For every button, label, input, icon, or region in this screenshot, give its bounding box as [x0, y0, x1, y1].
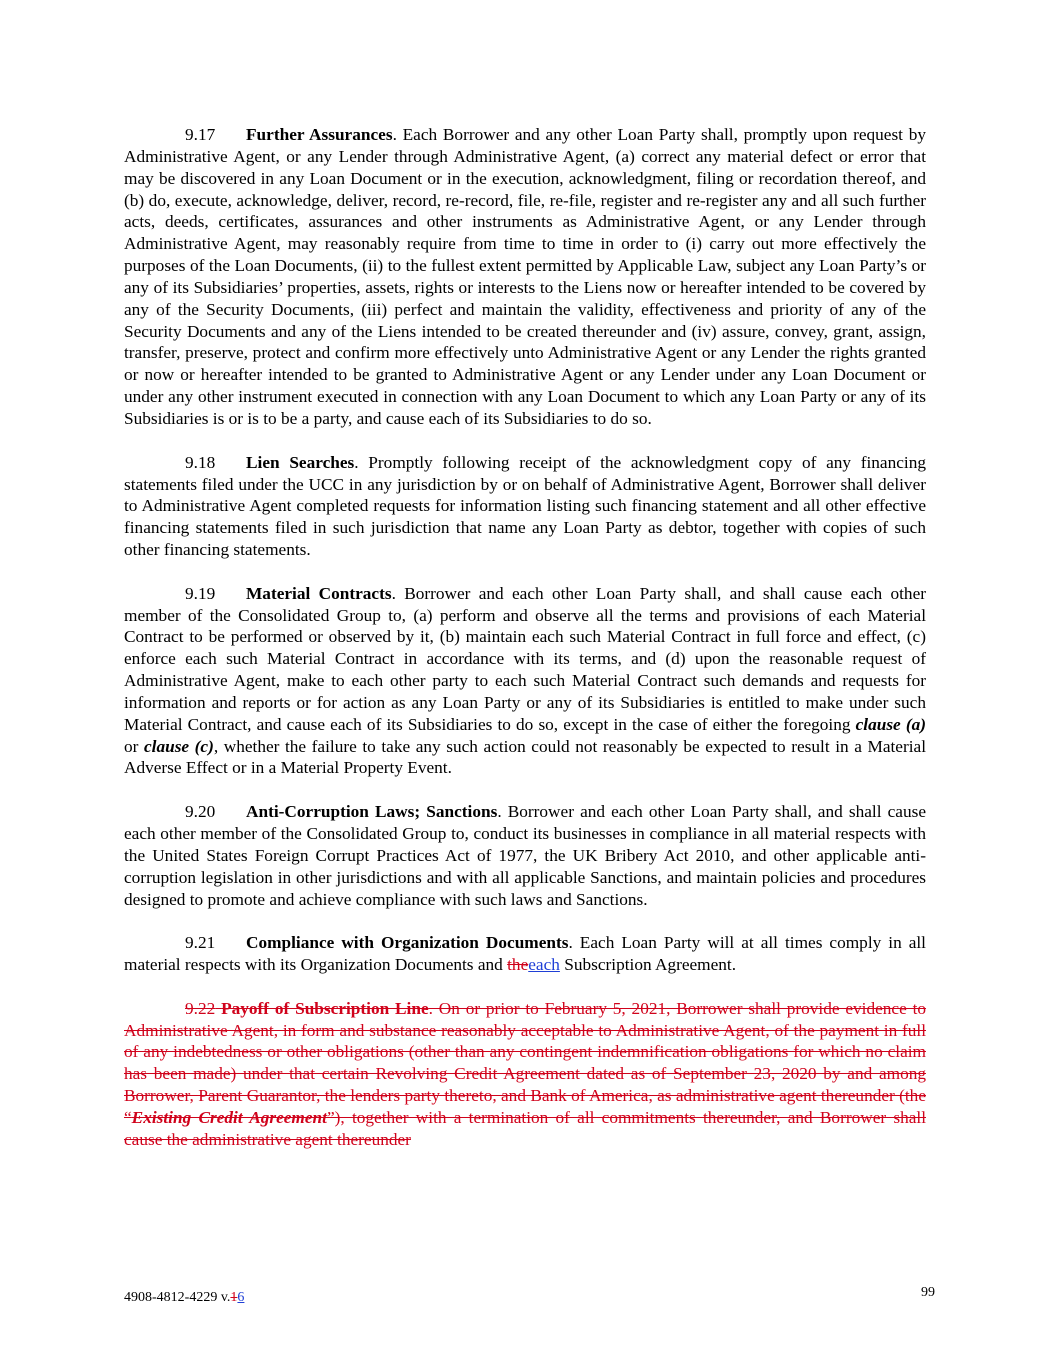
section-title: Anti-Corruption Laws; Sanctions [246, 802, 498, 822]
section-9-22-deleted [124, 998, 926, 1151]
section-9-19 [124, 583, 926, 780]
section-number: 9.21 [185, 933, 216, 953]
section-9-21 [124, 932, 926, 976]
section-title: Material Contracts [246, 583, 392, 603]
document-body [124, 124, 926, 1173]
section-title: Compliance with Organization Documents [246, 933, 569, 953]
section-text: . Each Borrower and any other Loan Party shall, promptly upon request by Administrative Agent, or any Lender through Administrative Agent, (a) correct any material defect or error that may be discovered in any Loan Document or in the execution, acknowledgment, filing or recordation thereof, and (b) do, execute, acknowledge, deliver, record, re-record, file, re-file, register and re-register any and all such further acts, deeds, certificates, assurances and other instruments as Administrative Agent, or any Lender through Administrative Agent, may reasonably require from time to time in order to (i) carry out more effectively the purposes of the Loan Documents, (ii) to the fullest extent permitted by Applicable Law, subject any Loan Party’s or any of its Subsidiaries’ properties, assets, rights or interests to the Liens now or hereafter intended to be covered by any of the Security Documents, (iii) perfect and maintain the validity, effectiveness and priority of any of the Security Documents and any of the Liens intended to be created thereunder and (iv) assure, convey, grant, assign, transfer, preserve, protect and confirm more effectively unto Administrative Agent or any Lender the rights granted or now or hereafter intended to be granted to Administrative Agent or any Lender under any Loan Document or under any other instrument executed in connection with any Loan Document to which any Loan Party or any of its Subsidiaries is or is to be a party, and cause each of its Subsidiaries to do so. [124, 125, 926, 428]
section-text: . Borrower and each other Loan Party shall, and shall cause each other member of the Consolidated Group to, (a) perform and observe all the terms and provisions of each Material Contract to be performed or observed by it, (b) maintain each such Material Contract in full force and effect, (c) enforce each such Material Contract in accordance with its terms, and (d) upon the reasonable request of Administrative Agent, make to each other party to each such Material Contract such demands and requests for information and reports or for action as any Loan Party or any of its Subsidiaries is entitled to make under such Material Contract, and cause each of its Subsidiaries to do so, except in the case of either the foregoing [124, 583, 926, 734]
version-inserted: 6 [237, 1290, 245, 1305]
section-number: 9.22 [185, 998, 216, 1018]
clause-c-reference: clause (c) [143, 736, 214, 756]
page-number: 99 [921, 1285, 935, 1300]
section-text: . Each Loan Party will at all times comply in all material respects with its Organization Documents and [124, 933, 926, 975]
document-id-footer [124, 1290, 244, 1306]
inserted-word: each [528, 955, 560, 975]
deleted-word: the [507, 955, 529, 975]
section-title: Payoff of Subscription Line [221, 998, 429, 1018]
document-id: 4908-4812-4229 v. [124, 1290, 231, 1305]
section-title: Further Assurances [246, 125, 393, 144]
section-text-continued: , whether the failure to take any such action could not reasonably be expected to result in a Material Adverse Effect or in a Material Property Event. [124, 736, 926, 778]
version-deleted: 1 [230, 1290, 238, 1305]
section-text: . Promptly following receipt of the acknowledgment copy of any financing statements filed under the UCC in any jurisdiction by or on behalf of Administrative Agent, Borrower shall deliver to Administrative Agent completed requests for information listing such financing statement and all other effective financing statements filed in such jurisdiction that name any Loan Party as debtor, together with copies of such other financing statements. [124, 452, 926, 560]
section-9-20 [124, 801, 926, 910]
section-text-continued: Subscription Agreement. [559, 955, 737, 975]
section-9-17 [124, 124, 926, 430]
section-number: 9.20 [185, 802, 216, 822]
clause-a-reference: clause (a) [855, 714, 926, 734]
defined-term: Existing Credit Agreement [131, 1107, 327, 1127]
section-number: 9.19 [185, 583, 216, 603]
section-text: . On or prior to February 5, 2021, Borrower shall provide evidence to Administrative Agent, in form and substance reasonably acceptable to Administrative Agent, of the payment in full of any indebtedness or other obligations (other than any contingent indemnification obligations for which no claim has been made) under that certain Revolving Credit Agreement dated as of September 23, 2020 by and among Borrower, Parent Guarantor, the lenders party thereto, and Bank of America, as administrative agent thereunder (the “ [124, 998, 927, 1127]
section-title: Lien Searches [246, 452, 355, 472]
section-text-continued: ”), together with a termination of all commitments thereunder, and Borrower shall cause the administrative agent thereunder [124, 1107, 926, 1149]
section-number: 9.18 [185, 452, 216, 472]
or-text: or [124, 736, 144, 756]
section-number: 9.17 [185, 125, 216, 144]
section-9-18 [124, 452, 926, 561]
section-text: . Borrower and each other Loan Party shall, and shall cause each other member of the Consolidated Group to, conduct its businesses in compliance in all material respects with the United States Foreign Corrupt Practices Act of 1977, the UK Bribery Act 2010, and other applicable anti-corruption legislation in other jurisdictions and with all applicable Sanctions, and maintain policies and procedures designed to promote and achieve compliance with such laws and Sanctions. [124, 802, 926, 909]
